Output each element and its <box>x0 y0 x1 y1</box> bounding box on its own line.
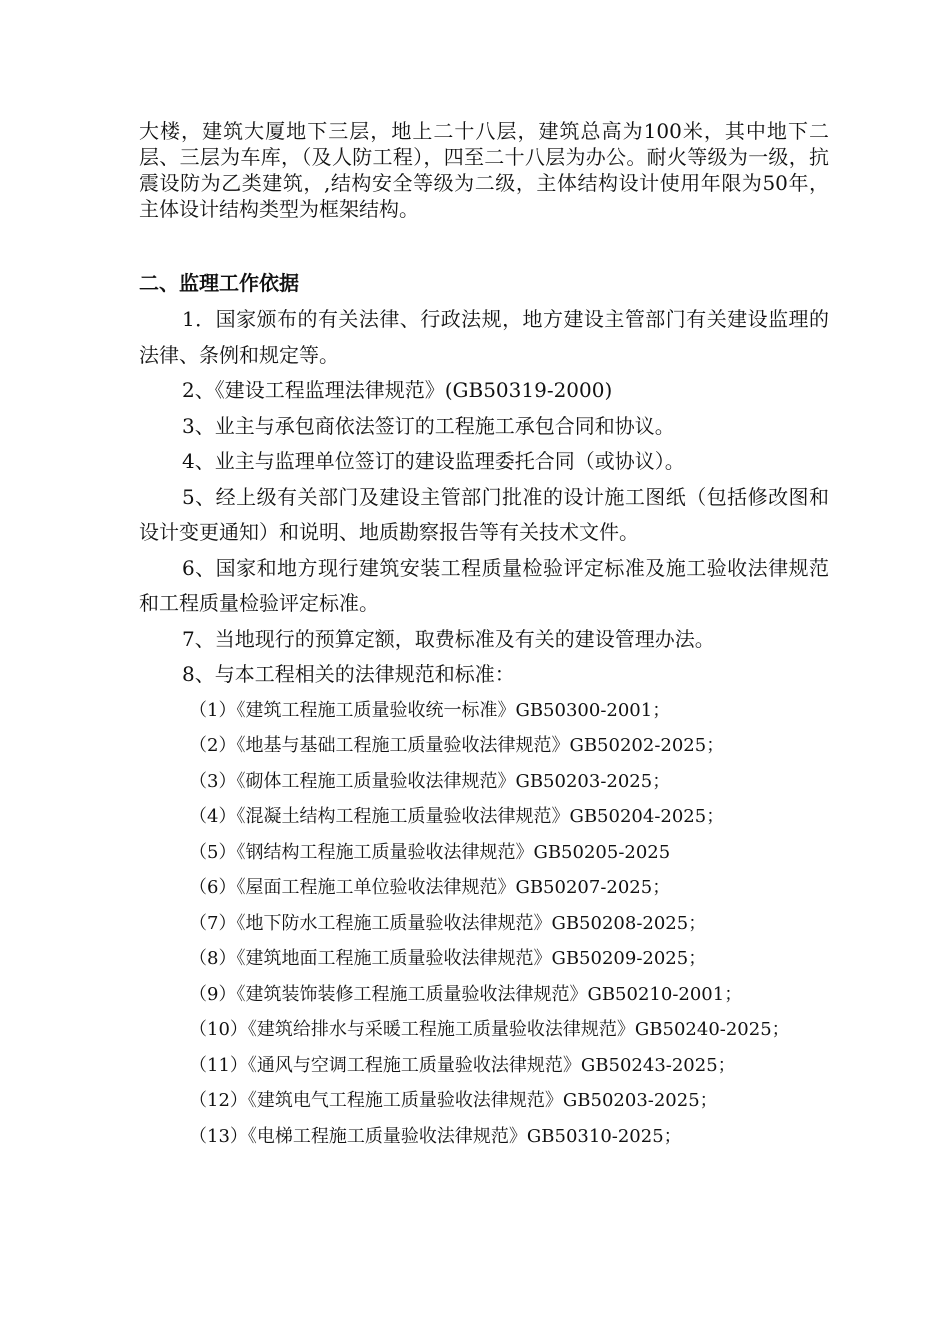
basis-item-4: 4、业主与监理单位签订的建设监理委托合同（或协议）。 <box>182 449 685 473</box>
standard-item-12: （12）《建筑电气工程施工质量验收法律规范》GB50203-2025； <box>189 1090 718 1111</box>
standard-item-8: （8）《建筑地面工程施工质量验收法律规范》GB50209-2025； <box>189 948 707 969</box>
standard-item-11: （11）《通风与空调工程施工质量验收法律规范》GB50243-2025； <box>189 1054 736 1076</box>
standard-item-10: （10）《建筑给排水与采暖工程施工质量验收法律规范》GB50240-2025； <box>189 1019 790 1040</box>
standard-item-3: （3）《砌体工程施工质量验收法律规范》GB50203-2025； <box>189 770 671 792</box>
standard-item-7: （7）《地下防水工程施工质量验收法律规范》GB50208-2025； <box>189 912 707 934</box>
basis-item-8: 8、与本工程相关的法律规范和标准： <box>182 662 515 686</box>
standard-item-4: （4）《混凝土结构工程施工质量验收法律规范》GB50204-2025； <box>189 806 725 827</box>
standard-item-6: （6）《屋面工程施工单位验收法律规范》GB50207-2025； <box>189 877 671 898</box>
section-heading: 二、监理工作依据 <box>139 271 299 295</box>
standard-item-13: （13）《电梯工程施工质量验收法律规范》GB50310-2025； <box>189 1125 682 1147</box>
basis-item-5: 5、经上级有关部门及建设主管部门批准的设计施工图纸（包括修改图和设计变更通知）和说明、地质勘察报告等有关技术文件。 <box>139 484 829 544</box>
basis-item-3: 3、业主与承包商依法签订的工程施工承包合同和协议。 <box>182 413 675 438</box>
standard-item-5: （5）《钢结构工程施工质量验收法律规范》GB50205-2025 <box>189 841 671 863</box>
basis-item-7: 7、当地现行的预算定额，取费标准及有关的建设管理办法。 <box>182 626 715 651</box>
basis-item-1: 1．国家颁布的有关法律、行政法规，地方建设主管部门有关建设监理的法律、条例和规定等。 <box>139 307 829 367</box>
basis-list <box>139 302 829 1154</box>
basis-item-2: 2、《建设工程监理法律规范》(GB50319-2000) <box>182 378 613 402</box>
basis-item-6: 6、国家和地方现行建筑安装工程质量检验评定标准及施工验收法律规范和工程质量检验评定标准。 <box>139 555 829 615</box>
standard-item-9: （9）《建筑装饰装修工程施工质量验收法律规范》GB50210-2001； <box>189 983 743 1005</box>
standard-item-2: （2）《地基与基础工程施工质量验收法律规范》GB50202-2025； <box>189 735 725 756</box>
standards-list <box>139 693 829 1155</box>
intro-paragraph: 大楼，建筑大厦地下三层，地上二十八层，建筑总高为100米，其中地下二层、三层为车库，（及人防工程），四至二十八层为办公。耐火等级为一级，抗震设防为乙类建筑，,结构安全等级为二级，主体结构设计使用年限为50年，主体设计结构类型为框架结构。 <box>139 119 829 221</box>
standard-item-1: （1）《建筑工程施工质量验收统一标准》GB50300-2001； <box>189 699 671 721</box>
